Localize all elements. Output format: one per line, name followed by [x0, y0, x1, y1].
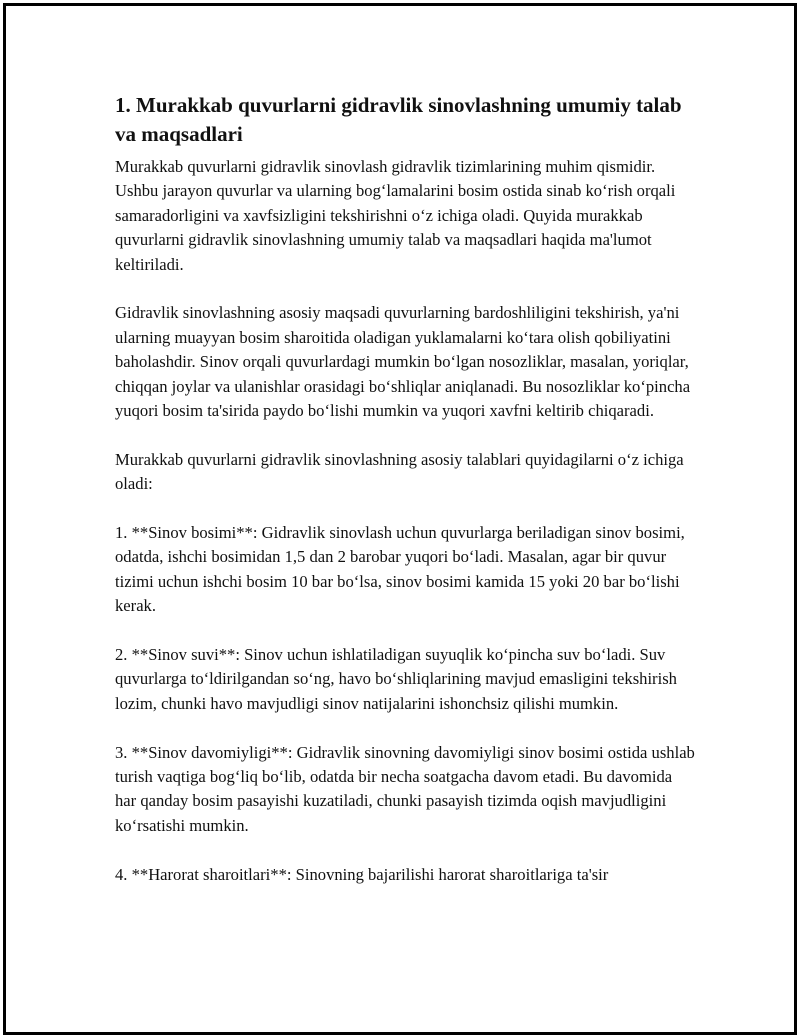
list-item-test-water: 2. **Sinov suvi**: Sinov uchun ishlatiladigan suyuqlik ko‘pincha suv bo‘ladi. Suv quvurlarga to‘ldirilgandan so‘ng, havo bo‘shliqlarining mavjud emasligini tekshirish lozim, chunki havo mavjudligi sinov natijalarini ishonchsiz qilishi mumkin.	[115, 645, 677, 713]
paragraph-purpose: Gidravlik sinovlashning asosiy maqsadi quvurlarning bardoshliligini tekshirish, ya'ni ularning muayyan bosim sharoitida oladigan yuklamalarni ko‘tara olish qobiliyatini baholashdir. Sinov orqali quvurlardagi mumkin bo‘lgan nosozliklar, masalan, yoriqlar, chiqqan joylar va ulanishlar orasidagi bo‘shliqlar aniqlanadi. Bu nosozliklar ko‘pincha yuqori bosim ta'sirida paydo bo‘lishi mumkin va yuqori xavfni keltirib chiqaradi.	[115, 303, 691, 421]
list-item-test-pressure: 1. **Sinov bosimi**: Gidravlik sinovlash uchun quvurlarga beriladigan sinov bosimi, odatda, ishchi bosimidan 1,5 dan 2 barobar yuqori bo‘ladi. Masalan, agar bir quvur tizimi uchun ishchi bosim 10 bar bo‘lsa, sinov bosimi kamida 15 yoki 20 bar bo‘lishi kerak.	[115, 523, 685, 616]
section-heading: 1. Murakkab quvurlarni gidravlik sinovlashning umumiy talab va maqsadlari	[115, 93, 682, 146]
document-body	[115, 91, 695, 911]
paragraph-intro: Murakkab quvurlarni gidravlik sinovlash gidravlik tizimlarining muhim qismidir. Ushbu jarayon quvurlar va ularning bog‘lamalarini bosim ostida sinab ko‘rish orqali samaradorligini va xavfsizligini tekshirishni o‘z ichiga oladi. Quyida murakkab quvurlarni gidravlik sinovlashning umumiy talab va maqsadlari haqida ma'lumot keltiriladi.	[115, 157, 676, 274]
list-item-temperature-conditions: 4. **Harorat sharoitlari**: Sinovning bajarilishi harorat sharoitlariga ta'sir	[115, 864, 609, 884]
paragraph-requirements-intro: Murakkab quvurlarni gidravlik sinovlashning asosiy talablari quyidagilarni o‘z ichiga oladi:	[115, 449, 684, 494]
list-item-test-duration: 3. **Sinov davomiyligi**: Gidravlik sinovning davomiyligi sinov bosimi ostida ushlab turish vaqtiga bog‘liq bo‘lib, odatda bir necha soatgacha davom etadi. Bu davomida har qanday bosim pasayishi kuzatiladi, chunki pasayish tizimda oqish mavjudligini ko‘rsatishi mumkin.	[115, 742, 695, 835]
